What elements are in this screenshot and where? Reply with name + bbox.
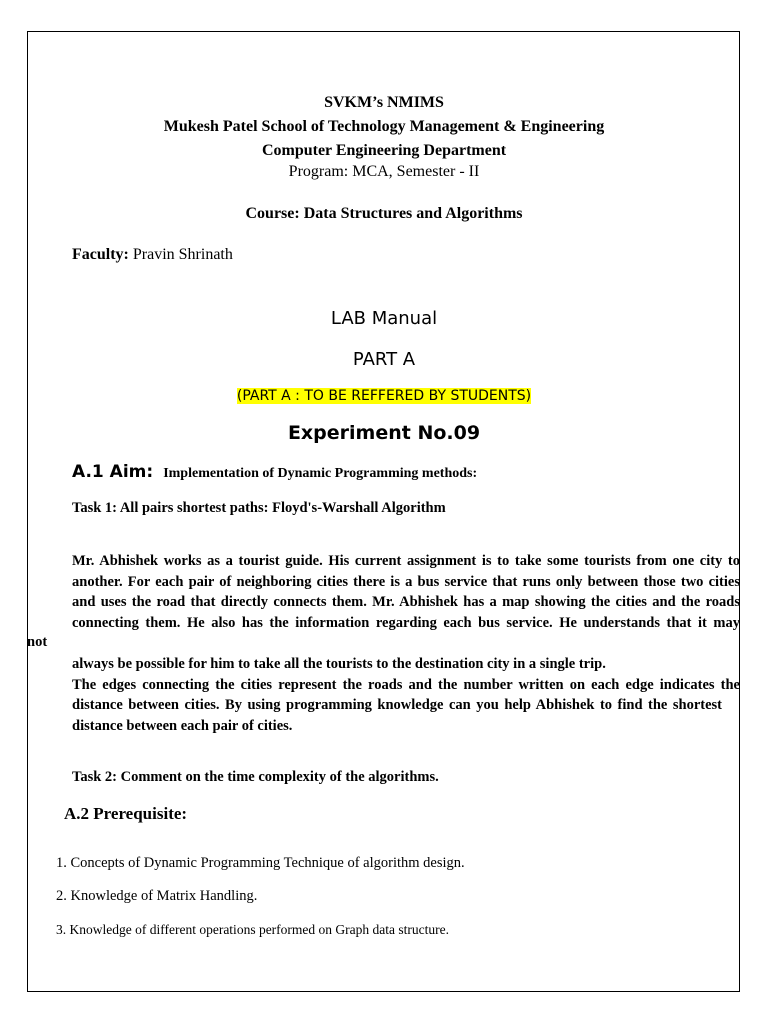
course-title: Course: Data Structures and Algorithms [245,205,523,222]
experiment-title: Experiment No.09 [287,422,481,444]
problem-paragraph [72,551,740,633]
lab-manual-title: LAB Manual [330,308,438,329]
institute-name: SVKM’s NMIMS [324,94,444,111]
part-title: PART A [352,349,416,370]
paragraph-line: The edges connecting the cities represent the roads and the number written on each edge indicates the [72,676,740,693]
prerequisite-item: 3. Knowledge of different operations performed on Graph data structure. [56,922,449,937]
task1-text: Task 1: All pairs shortest paths: Floyd's-Warshall Algorithm [72,500,446,516]
paragraph-line: another. For each pair of neighboring cities there is a bus service that runs only between those two cities [72,573,740,590]
prerequisite-item: 2. Knowledge of Matrix Handling. [56,888,258,904]
paragraph-line: always be possible for him to take all the tourists to the destination city in a single trip. [72,656,606,672]
prerequisite-heading: A.2 Prerequisite: [64,804,188,823]
school-name: Mukesh Patel School of Technology Management & Engineering [163,118,605,135]
paragraph-line: and uses the road that directly connects them. Mr. Abhishek has a map showing the cities and the roads [72,594,740,610]
aim-line [72,462,477,482]
part-note-line [0,388,768,404]
paragraph-line: connecting them. He also has the information regarding each bus service. He understands that it may [72,614,740,631]
faculty-name: Pravin Shrinath [132,246,233,263]
aim-text: Implementation of Dynamic Programming methods: [163,466,478,481]
paragraph-line: distance between cities. By using programming knowledge can you help Abhishek to find the shortest [72,697,722,713]
problem-paragraph-continued [72,654,740,736]
faculty-label: Faculty: [72,246,129,263]
task2-text: Task 2: Comment on the time complexity of the algorithms. [72,769,439,785]
paragraph-line: distance between each pair of cities. [72,717,293,734]
program-line: Program: MCA, Semester - II [288,163,480,180]
paragraph-line: Mr. Abhishek works as a tourist guide. His current assignment is to take some tourists from one city to [72,553,740,569]
part-note: (PART A : TO BE REFFERED BY STUDENTS) [236,388,532,404]
department-name: Computer Engineering Department [261,142,507,159]
prerequisite-item: 1. Concepts of Dynamic Programming Technique of algorithm design. [56,855,465,871]
stray-word: not [27,634,48,650]
faculty-line [72,246,233,264]
aim-heading: A.1 Aim: [72,462,154,482]
